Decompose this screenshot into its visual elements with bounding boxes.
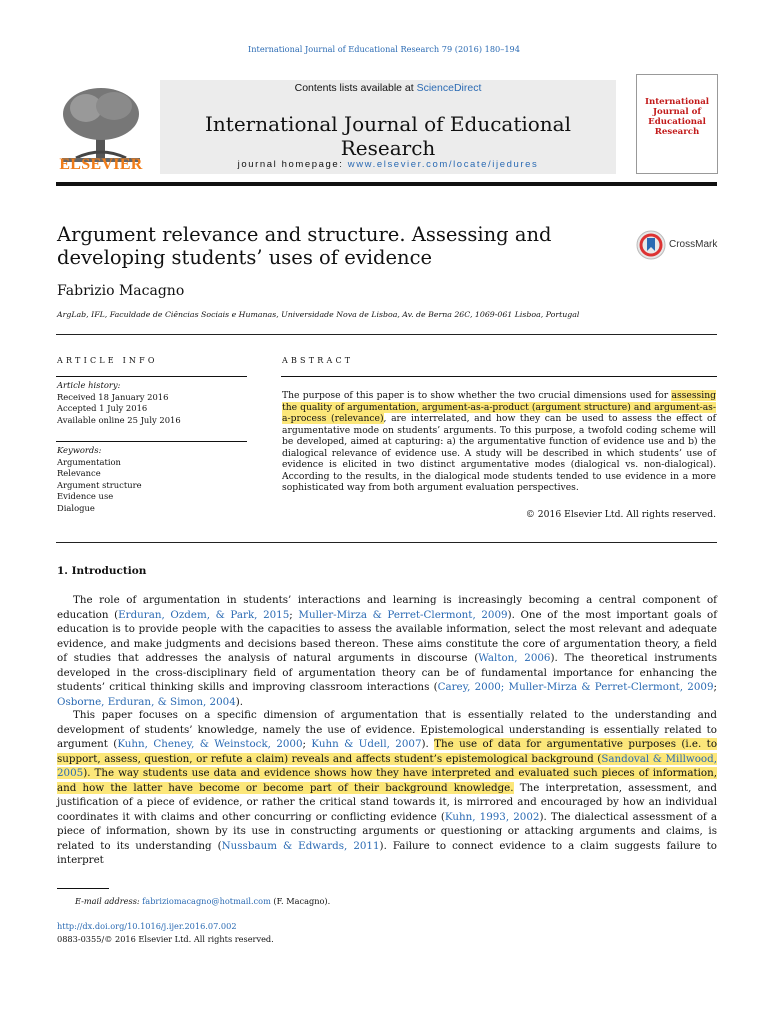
keyword: Evidence use [57, 491, 114, 501]
article-info-heading: ARTICLE INFO [57, 356, 158, 365]
paragraph-text: ). [421, 738, 435, 750]
citation-link[interactable]: Kuhn, 1993, 2002 [444, 810, 540, 823]
paragraph-text: The role of argumentation in students’ interactions and learning is increasingly becoming a central component of education ( [57, 594, 717, 621]
sciencedirect-link[interactable]: ScienceDirect [416, 82, 482, 94]
journal-homepage: journal homepage: www.elsevier.com/locate/ijedures [237, 159, 539, 170]
header-rule [56, 182, 717, 186]
crossmark-label[interactable]: CrossMark [669, 239, 718, 250]
citation-link[interactable]: Osborne, Erduran, & Simon, 2004 [57, 695, 236, 708]
highlighted-text: ). The way students use data and evidence shows how they have interpreted and evaluated such pieces of information, and how the latter have become or become part of their background knowledge. [57, 767, 717, 794]
intro-paragraph-2 [57, 708, 717, 868]
keywords-rule [56, 441, 247, 442]
paragraph-text: ). The theoretical instruments developed in the cross-disciplinary field of argumentation theory can be of fundamental importance for enhancing the students’ critical thinking skills and improving classroom interactions ( [57, 652, 718, 693]
history-received: Received 18 January 2016 [57, 391, 169, 402]
elsevier-wordmark: ELSEVIER [59, 156, 143, 173]
author-name: Fabrizio Macagno [57, 283, 185, 299]
footnote-email: E-mail address: fabriziomacagno@hotmail.com (F. Macagno). [75, 896, 331, 906]
cover-title: International Journal of Educational Research [644, 97, 710, 137]
issn-copyright: 0883-0355/© 2016 Elsevier Ltd. All rights reserved. [57, 934, 274, 944]
abstract-text: The purpose of this paper is to show whether the two crucial dimensions used for assessing the quality of argumentation, argument-as-a-product (argument structure) and argument-as-a-process (relevance), are interrelated, and how they can be used to assess the effect of argumentative mode on students’ arguments. To this purpose, a twofold coding scheme will be developed, aimed at capturing: a) the argumentative function of evidence use and b) the dialogical relevance of evidence use. A study will be described in which students’ use of evidence is elicited in two distinct argumentative modes (dialogical vs. non-dialogical). According to the results, in the dialogical mode students tended to use evidence in a more sophisticated way from both argument evaluation perspectives. [282, 390, 716, 493]
citation-link[interactable]: Kuhn, Cheney, & Weinstock, 2000 [117, 738, 303, 750]
citation-link[interactable]: Kuhn & Udell, 2007 [311, 738, 422, 750]
paragraph-text: ; [289, 608, 299, 621]
paragraph-text: ; [713, 681, 717, 693]
title-rule [56, 334, 717, 335]
article-history [57, 380, 181, 426]
citation-link[interactable]: Walton, 2006 [478, 652, 551, 664]
abstract-bottom-rule [56, 542, 717, 543]
abstract-heading: ABSTRACT [282, 356, 354, 365]
citation-link[interactable]: Muller-Mirza & Perret-Clermont, 2009 [298, 608, 508, 621]
paragraph-text: This paper focuses on a specific dimension of argumentation that is essentially related to the understanding and development of students’ knowledge, namely the use of evidence. Epistemological understanding is essentially related to argument ( [57, 709, 717, 750]
intro-paragraph-1 [57, 593, 717, 709]
history-online: Available online 25 July 2016 [57, 414, 181, 425]
paragraph-text: ). The dialectical assessment of a piece of information, shown by its use in constructing arguments or questioning or attacking arguments and claims, is related to its understanding ( [57, 810, 717, 852]
abstract-copyright: © 2016 Elsevier Ltd. All rights reserved. [525, 509, 716, 520]
keyword: Dialogue [57, 502, 95, 513]
history-accepted: Accepted 1 July 2016 [57, 403, 148, 413]
email-link[interactable]: fabriziomacagno@hotmail.com [142, 896, 271, 906]
keyword: Argument structure [57, 479, 142, 490]
journal-reference-link[interactable]: International Journal of Educational Research 79 (2016) 180–194 [248, 44, 520, 54]
highlighted-text: The use of data for argumentative purposes (i.e. to support, assess, question, or refute a claim) reveals and affects student’s epistemological background ( [57, 738, 718, 765]
abstract-highlight: assessing the quality of argumentation, argument-as-a-product (argument structure) and argument-as-a-process (relevance) [282, 390, 716, 424]
article-info-rule [56, 376, 247, 377]
citation-link[interactable]: Nussbaum & Edwards, 2011 [221, 839, 380, 852]
citation-link[interactable]: Carey, 2000; Muller-Mirza & Perret-Clermont, 2009 [437, 681, 714, 693]
contents-line: Contents lists available at ScienceDirect [294, 82, 482, 94]
paragraph-text: ). One of the most important goals of education is to provide people with the capacities to assess the available information, select the most relevant and adequate evidence, and make judgments and decisions based thereon. These aims constitute the core of argumentation theory, a field of studies that addresses the analysis of natural arguments in discourse ( [57, 608, 718, 664]
citation-link[interactable]: Sandoval & Millwood, 2005 [57, 752, 717, 779]
history-label: Article history: [57, 380, 121, 390]
paragraph-text: ). Failure to connect evidence to a claim suggests failure to interpret [57, 839, 718, 866]
crossmark-icon[interactable] [636, 230, 666, 260]
keywords-label: Keywords: [57, 445, 102, 455]
journal-title: International Journal of Educational Research [205, 112, 571, 160]
keyword: Argumentation [57, 456, 121, 467]
paper-title: Argument relevance and structure. Assessing and developing students’ uses of evidence [57, 223, 552, 269]
keyword: Relevance [57, 468, 101, 478]
journal-cover-thumbnail[interactable] [636, 74, 718, 174]
paragraph-text: ). [235, 695, 244, 708]
footnote-rule [57, 888, 109, 889]
keywords-list [57, 445, 142, 514]
abstract-rule [281, 376, 717, 377]
paragraph-text: The interpretation, assessment, and justification of a piece of evidence, or rather the critical stand towards it, is mirrored and encouraged by how an individual coordinates it with claims and other concurring or conflicting evidence ( [57, 781, 717, 823]
paragraph-text: ; [302, 738, 312, 750]
doi-link[interactable]: http://dx.doi.org/10.1016/j.ijer.2016.07.002 [57, 921, 237, 931]
section-heading-introduction: 1. Introduction [57, 565, 147, 577]
author-affiliation: ArgLab, IFL, Faculdade de Ciências Sociais e Humanas, Universidade Nova de Lisboa, Av. de Berna 26C, 1069-061 Lisboa, Portugal [57, 310, 580, 319]
citation-link[interactable]: Erduran, Ozdem, & Park, 2015 [118, 608, 290, 621]
homepage-link[interactable]: www.elsevier.com/locate/ijedures [347, 159, 539, 170]
